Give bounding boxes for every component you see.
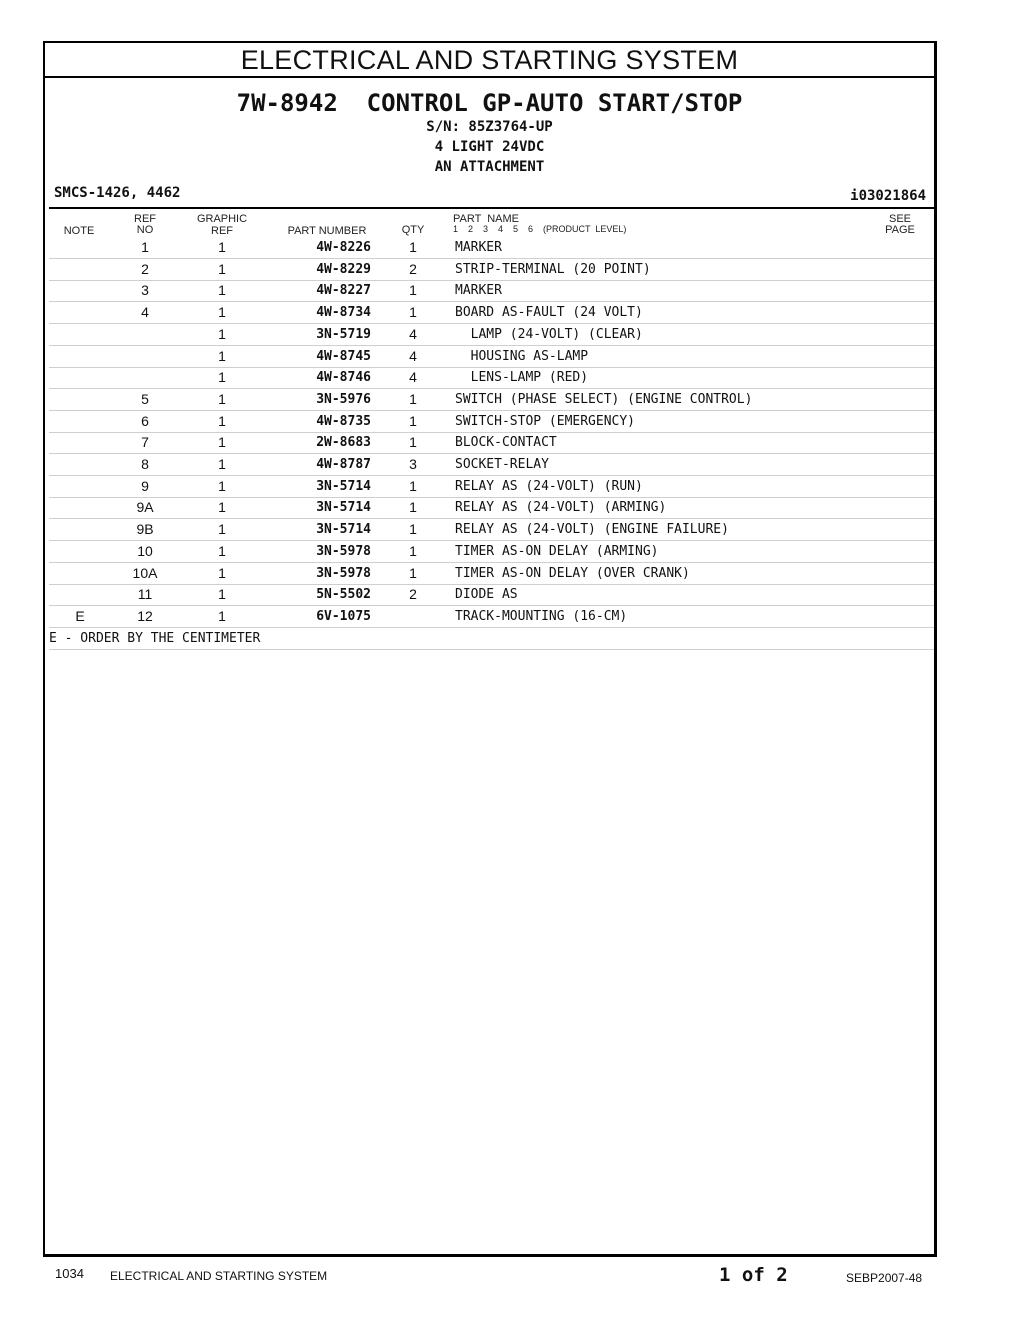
config-line: 4 LIGHT 24VDC: [434, 139, 545, 155]
table-row: [49, 280, 934, 302]
part-name-cell: RELAY AS (24-VOLT) (RUN): [455, 478, 643, 494]
serial-number-line: S/N: 85Z3764-UP: [426, 119, 553, 135]
header-part-number: PART NUMBER: [287, 225, 367, 237]
part-name-cell: BOARD AS-FAULT (24 VOLT): [455, 305, 643, 321]
footer-page-of: 1 of 2: [719, 1264, 788, 1286]
ref-no-cell: 3: [141, 282, 149, 299]
footer-doc-id: SEBP2007-48: [846, 1271, 923, 1285]
part-name-cell: SWITCH (PHASE SELECT) (ENGINE CONTROL): [455, 391, 753, 407]
ref-no-cell: 7: [141, 434, 149, 451]
qty-cell: 1: [409, 304, 417, 321]
header-product-level: 1 2 3 4 5 6 (PRODUCT LEVEL): [453, 224, 627, 234]
part-name-cell: LENS-LAMP (RED): [455, 370, 589, 386]
illustration-id: i03021864: [850, 188, 926, 204]
graphic-ref-cell: 1: [218, 586, 226, 603]
graphic-ref-cell: 1: [218, 304, 226, 321]
header-ref-no-top: REF: [134, 213, 156, 225]
graphic-ref-cell: 1: [218, 369, 226, 386]
header-part-name: PART NAME: [453, 213, 520, 225]
qty-cell: 1: [409, 542, 417, 559]
part-name-cell: RELAY AS (24-VOLT) (ARMING): [455, 500, 667, 516]
part-name-cell: TIMER AS-ON DELAY (OVER CRANK): [455, 565, 690, 581]
ref-no-cell: 9: [141, 477, 149, 494]
part-number-cell: 3N-5719: [316, 326, 371, 342]
qty-cell: 4: [409, 369, 417, 386]
table-row: [49, 389, 934, 411]
ref-no-cell: 11: [137, 586, 153, 603]
header-see-page-bottom: PAGE: [885, 224, 915, 236]
table-row: [49, 497, 934, 519]
ref-no-cell: 10A: [132, 564, 158, 581]
table-row: [49, 259, 934, 281]
part-name-cell: SOCKET-RELAY: [455, 457, 549, 472]
part-name-cell: STRIP-TERMINAL (20 POINT): [455, 261, 651, 277]
ref-no-cell: 10: [137, 542, 153, 559]
graphic-ref-cell: 1: [218, 456, 226, 472]
graphic-ref-cell: 1: [218, 477, 226, 494]
qty-cell: 2: [409, 586, 417, 603]
graphic-ref-cell: 1: [218, 390, 226, 407]
section-title: ELECTRICAL AND STARTING SYSTEM: [45, 43, 934, 78]
ref-no-cell: 12: [137, 607, 153, 624]
part-number-cell: 3N-5976: [316, 391, 371, 407]
footnote-row: [49, 628, 934, 650]
qty-cell: 4: [409, 325, 417, 342]
part-name-cell: HOUSING AS-LAMP: [455, 348, 589, 364]
table-row: [49, 302, 934, 324]
attachment-line: AN ATTACHMENT: [434, 159, 545, 175]
ref-no-cell: 1: [141, 239, 149, 255]
header-ref-no-bottom: NO: [136, 224, 154, 236]
graphic-ref-cell: 1: [218, 412, 226, 429]
document-frame: [43, 41, 937, 1257]
part-number-cell: 2W-8683: [316, 435, 371, 451]
graphic-ref-cell: 1: [218, 239, 226, 255]
table-row: [49, 324, 934, 346]
ref-no-cell: 2: [141, 260, 149, 277]
graphic-ref-cell: 1: [218, 542, 226, 559]
graphic-ref-cell: 1: [218, 260, 226, 277]
graphic-ref-cell: 1: [218, 282, 226, 299]
table-row: [49, 519, 934, 541]
header-rule: [49, 207, 934, 209]
part-name-cell: BLOCK-CONTACT: [455, 435, 557, 451]
qty-cell: 1: [409, 412, 417, 429]
part-number-cell: 4W-8734: [316, 305, 371, 321]
note-cell: E: [75, 607, 85, 624]
graphic-ref-cell: 1: [218, 564, 226, 581]
footnote: E - ORDER BY THE CENTIMETER: [49, 630, 261, 646]
part-name-cell: TIMER AS-ON DELAY (ARMING): [455, 543, 659, 559]
table-row: [49, 606, 934, 628]
table-row: [49, 432, 934, 454]
table-row: [49, 563, 934, 585]
graphic-ref-cell: 1: [218, 347, 226, 364]
graphic-ref-cell: 1: [218, 521, 226, 538]
part-number-cell: 4W-8226: [316, 240, 371, 255]
header-note: NOTE: [63, 225, 95, 237]
smcs-code: SMCS-1426, 4462: [54, 185, 181, 201]
header-graphic-ref-top: GRAPHIC: [196, 213, 248, 225]
table-row: [49, 454, 934, 476]
graphic-ref-cell: 1: [218, 499, 226, 516]
qty-cell: 1: [409, 434, 417, 451]
header-see-page-top: SEE: [888, 213, 911, 225]
qty-cell: 1: [409, 521, 417, 538]
table-row: [49, 476, 934, 498]
part-name-cell: TRACK-MOUNTING (16-CM): [455, 608, 628, 624]
ref-no-cell: 9A: [136, 499, 154, 516]
qty-cell: 1: [409, 282, 417, 299]
table-row: [49, 346, 934, 368]
header-qty: QTY: [401, 224, 425, 236]
ref-no-cell: 5: [141, 390, 149, 407]
footer-page-number: 1034: [55, 1266, 84, 1281]
ref-no-cell: 4: [141, 304, 149, 321]
part-number-cell: 4W-8227: [316, 283, 371, 299]
part-number-cell: 5N-5502: [316, 587, 371, 603]
footer-section: ELECTRICAL AND STARTING SYSTEM: [110, 1269, 328, 1283]
part-name-cell: SWITCH-STOP (EMERGENCY): [455, 413, 636, 429]
qty-cell: 1: [409, 390, 417, 407]
part-name-cell: MARKER: [455, 283, 502, 299]
table-row: [49, 584, 934, 606]
table-row: [49, 367, 934, 389]
qty-cell: 3: [409, 456, 417, 472]
part-number-cell: 4W-8745: [316, 348, 371, 364]
part-number-cell: 3N-5714: [316, 500, 371, 516]
graphic-ref-cell: 1: [218, 434, 226, 451]
part-number-cell: 4W-8735: [316, 413, 371, 429]
ref-no-cell: 6: [141, 412, 149, 429]
graphic-ref-cell: 1: [218, 607, 226, 624]
part-number-cell: 4W-8229: [316, 261, 371, 277]
part-number-cell: 3N-5978: [316, 565, 371, 581]
table-row: [49, 237, 934, 259]
part-number-cell: 3N-5714: [316, 522, 371, 538]
part-number-cell: 3N-5978: [316, 543, 371, 559]
qty-cell: 1: [409, 564, 417, 581]
part-number-cell: 4W-8746: [316, 370, 371, 386]
part-name-cell: DIODE AS: [455, 587, 518, 603]
part-number-cell: 4W-8787: [316, 457, 371, 472]
table-row: [49, 411, 934, 433]
qty-cell: 1: [409, 239, 417, 255]
part-name-cell: RELAY AS (24-VOLT) (ENGINE FAILURE): [455, 522, 729, 538]
ref-no-cell: 8: [141, 456, 149, 472]
part-number-cell: 6V-1075: [316, 608, 371, 624]
table-row: [49, 541, 934, 563]
graphic-ref-cell: 1: [218, 325, 226, 342]
group-title: 7W-8942 CONTROL GP-AUTO START/STOP: [236, 89, 743, 117]
part-name-cell: MARKER: [455, 240, 502, 255]
qty-cell: 1: [409, 477, 417, 494]
part-number-cell: 3N-5714: [316, 478, 371, 494]
ref-no-cell: 9B: [136, 521, 154, 538]
header-graphic-ref-bottom: REF: [211, 225, 233, 237]
qty-cell: 1: [409, 499, 417, 516]
qty-cell: 4: [409, 347, 417, 364]
qty-cell: 2: [409, 260, 417, 277]
part-name-cell: LAMP (24-VOLT) (CLEAR): [455, 326, 643, 342]
